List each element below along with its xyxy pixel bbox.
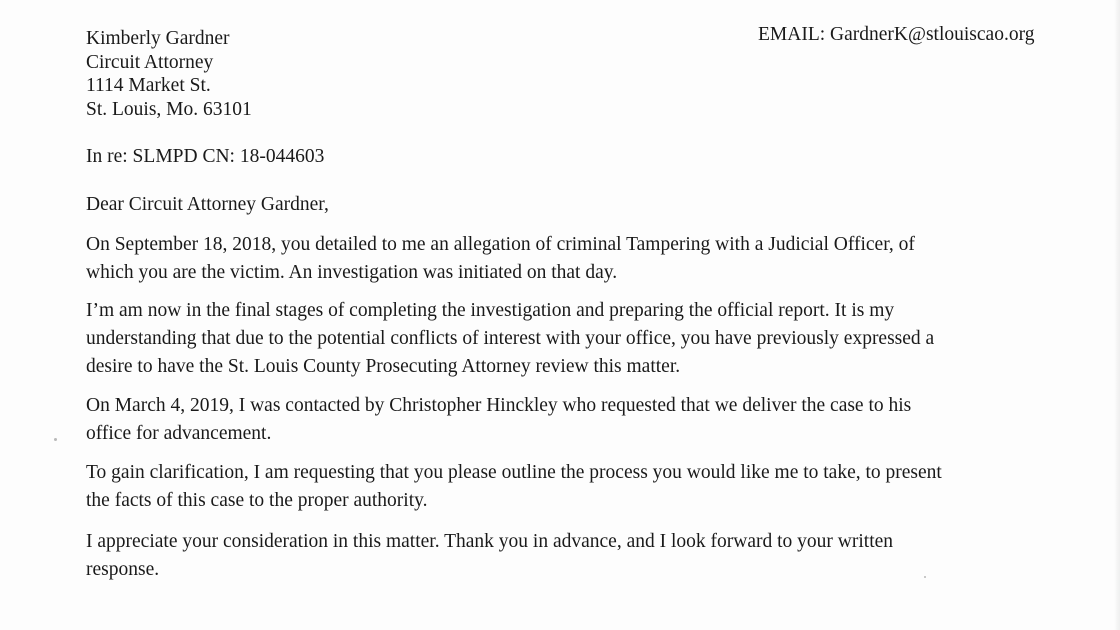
paragraph-line: desire to have the St. Louis County Prosecuting Attorney review this matter. — [86, 356, 681, 377]
recipient-name: Kimberly Gardner — [86, 28, 230, 49]
paragraph-line: To gain clarification, I am requesting that you please outline the process you would like me to take, to present — [86, 462, 942, 483]
paragraph-line: the facts of this case to the proper authority. — [86, 490, 428, 511]
paragraph-closing — [86, 528, 1046, 584]
recipient-street: 1114 Market St. — [86, 75, 211, 96]
paragraph-line: I appreciate your consideration in this matter. Thank you in advance, and I look forward to your written — [86, 531, 894, 552]
paragraph-line: On March 4, 2019, I was contacted by Christopher Hinckley who requested that we deliver the case to his — [86, 395, 912, 416]
reference-line: In re: SLMPD CN: 18-044603 — [86, 146, 325, 167]
salutation: Dear Circuit Attorney Gardner, — [86, 194, 329, 215]
paragraph-line: which you are the victim. An investigation was initiated on that day. — [86, 262, 618, 283]
paragraph-line: On September 18, 2018, you detailed to me an allegation of criminal Tampering with a Judicial Officer, of — [86, 234, 915, 255]
recipient-city-state-zip: St. Louis, Mo. 63101 — [86, 98, 252, 120]
recipient-title: Circuit Attorney — [86, 51, 214, 73]
paragraph-allegation — [86, 231, 1046, 287]
recipient-address-block — [86, 27, 252, 121]
scan-edge-shadow — [1114, 0, 1120, 630]
paragraph-line: I’m am now in the final stages of completing the investigation and preparing the official report. It is my — [86, 300, 895, 321]
paragraph-line: office for advancement. — [86, 423, 272, 444]
scan-speck — [924, 576, 926, 578]
paragraph-investigation-status — [86, 297, 1046, 381]
paragraph-contact — [86, 392, 1046, 448]
scan-speck — [54, 438, 57, 441]
paragraph-line: understanding that due to the potential conflicts of interest with your office, you have previously expressed a — [86, 328, 935, 349]
email-line: EMAIL: GardnerK@stlouiscao.org — [758, 24, 1035, 45]
paragraph-request — [86, 459, 1046, 515]
paragraph-line: response. — [86, 559, 160, 580]
